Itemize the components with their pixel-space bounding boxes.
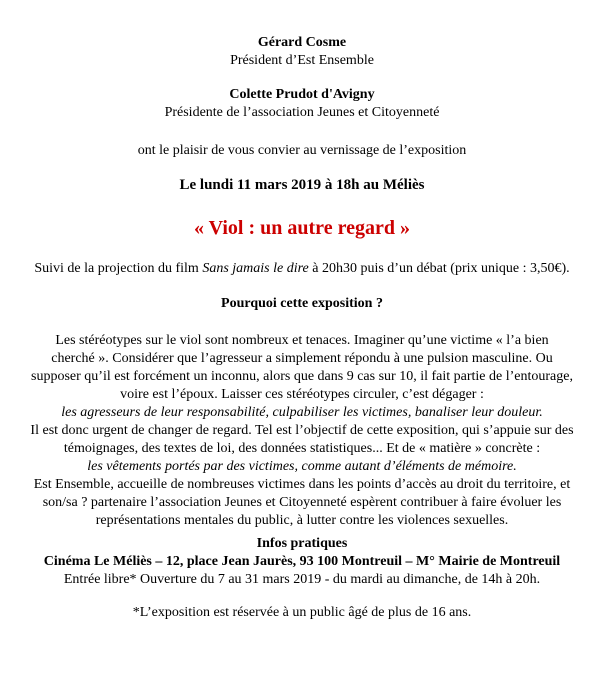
why-heading-text: Pourquoi cette exposition ? [221, 296, 383, 311]
footnote-text: *L’exposition est réservée à un public âgé de plus de 16 ans. [132, 605, 472, 620]
footnote [0, 604, 604, 622]
invite-line [0, 142, 604, 160]
body-line: témoignages, des textes de loi, des données statistiques... Et de « matière » concrète : [63, 441, 541, 456]
why-heading [0, 295, 604, 313]
body-line: représentations mentales du public, à lutter contre les violences sexuelles. [95, 513, 509, 528]
host2-block [0, 86, 604, 122]
screening-after: à 20h30 puis d’un débat (prix unique : 3,50€). [308, 261, 570, 276]
screening-before: Suivi de la projection du film [34, 261, 203, 276]
body-line-italic: les agresseurs de leur responsabilité, culpabiliser les victimes, banaliser leur douleur. [61, 405, 543, 420]
host1-role: Président d’Est Ensemble [230, 53, 374, 68]
hours-line: Entrée libre* Ouverture du 7 au 31 mars 2019 - du mardi au dimanche, de 14h à 20h. [63, 572, 541, 587]
exhibition-title [0, 216, 604, 240]
screening-text [0, 260, 604, 278]
body-line-italic: les vêtements portés par des victimes, comme autant d’éléments de mémoire. [87, 459, 517, 474]
screening-line [0, 260, 604, 278]
title-text: « Viol : un autre regard » [194, 217, 410, 239]
body-line: voire est l’époux. Laisser ces stéréotypes circuler, c’est dégager : [120, 387, 484, 402]
date-text: Le lundi 11 mars 2019 à 18h au Méliès [179, 177, 425, 193]
film-title: Sans jamais le dire [202, 261, 309, 276]
body-text [0, 332, 604, 530]
host1-name: Gérard Cosme [257, 35, 347, 50]
date-line [0, 176, 604, 194]
host2-name: Colette Prudot d'Avigny [229, 87, 375, 102]
body-line: cherché ». Considérer que l’agresseur a simplement répondu à une pulsion masculine. Ou [51, 351, 553, 366]
venue-line: Cinéma Le Méliès – 12, place Jean Jaurès, 93 100 Montreuil – M° Mairie de Montreuil [43, 554, 561, 569]
practical-heading: Infos pratiques [256, 536, 348, 551]
practical-info [0, 535, 604, 589]
invite-text: ont le plaisir de vous convier au vernissage de l’exposition [137, 143, 467, 158]
body-line: son/sa ? partenaire l’association Jeunes et Citoyenneté espèrent contribuer à faire évoluer les [42, 495, 562, 510]
body-line: Les stéréotypes sur le viol sont nombreux et tenaces. Imaginer qu’une victime « l’a bien [55, 333, 549, 348]
body-line: Il est donc urgent de changer de regard. Tel est l’objectif de cette exposition, qui s’appuie sur des [30, 423, 574, 438]
body-line: Est Ensemble, accueille de nombreuses victimes dans les points d’accès au droit du territoire, et [33, 477, 571, 492]
host1-block [0, 34, 604, 70]
body-line: supposer qu’il est forcément un inconnu, alors que dans 9 cas sur 10, il fait partie de l’entourage, [31, 369, 573, 384]
host2-role: Présidente de l’association Jeunes et Citoyenneté [164, 105, 440, 120]
